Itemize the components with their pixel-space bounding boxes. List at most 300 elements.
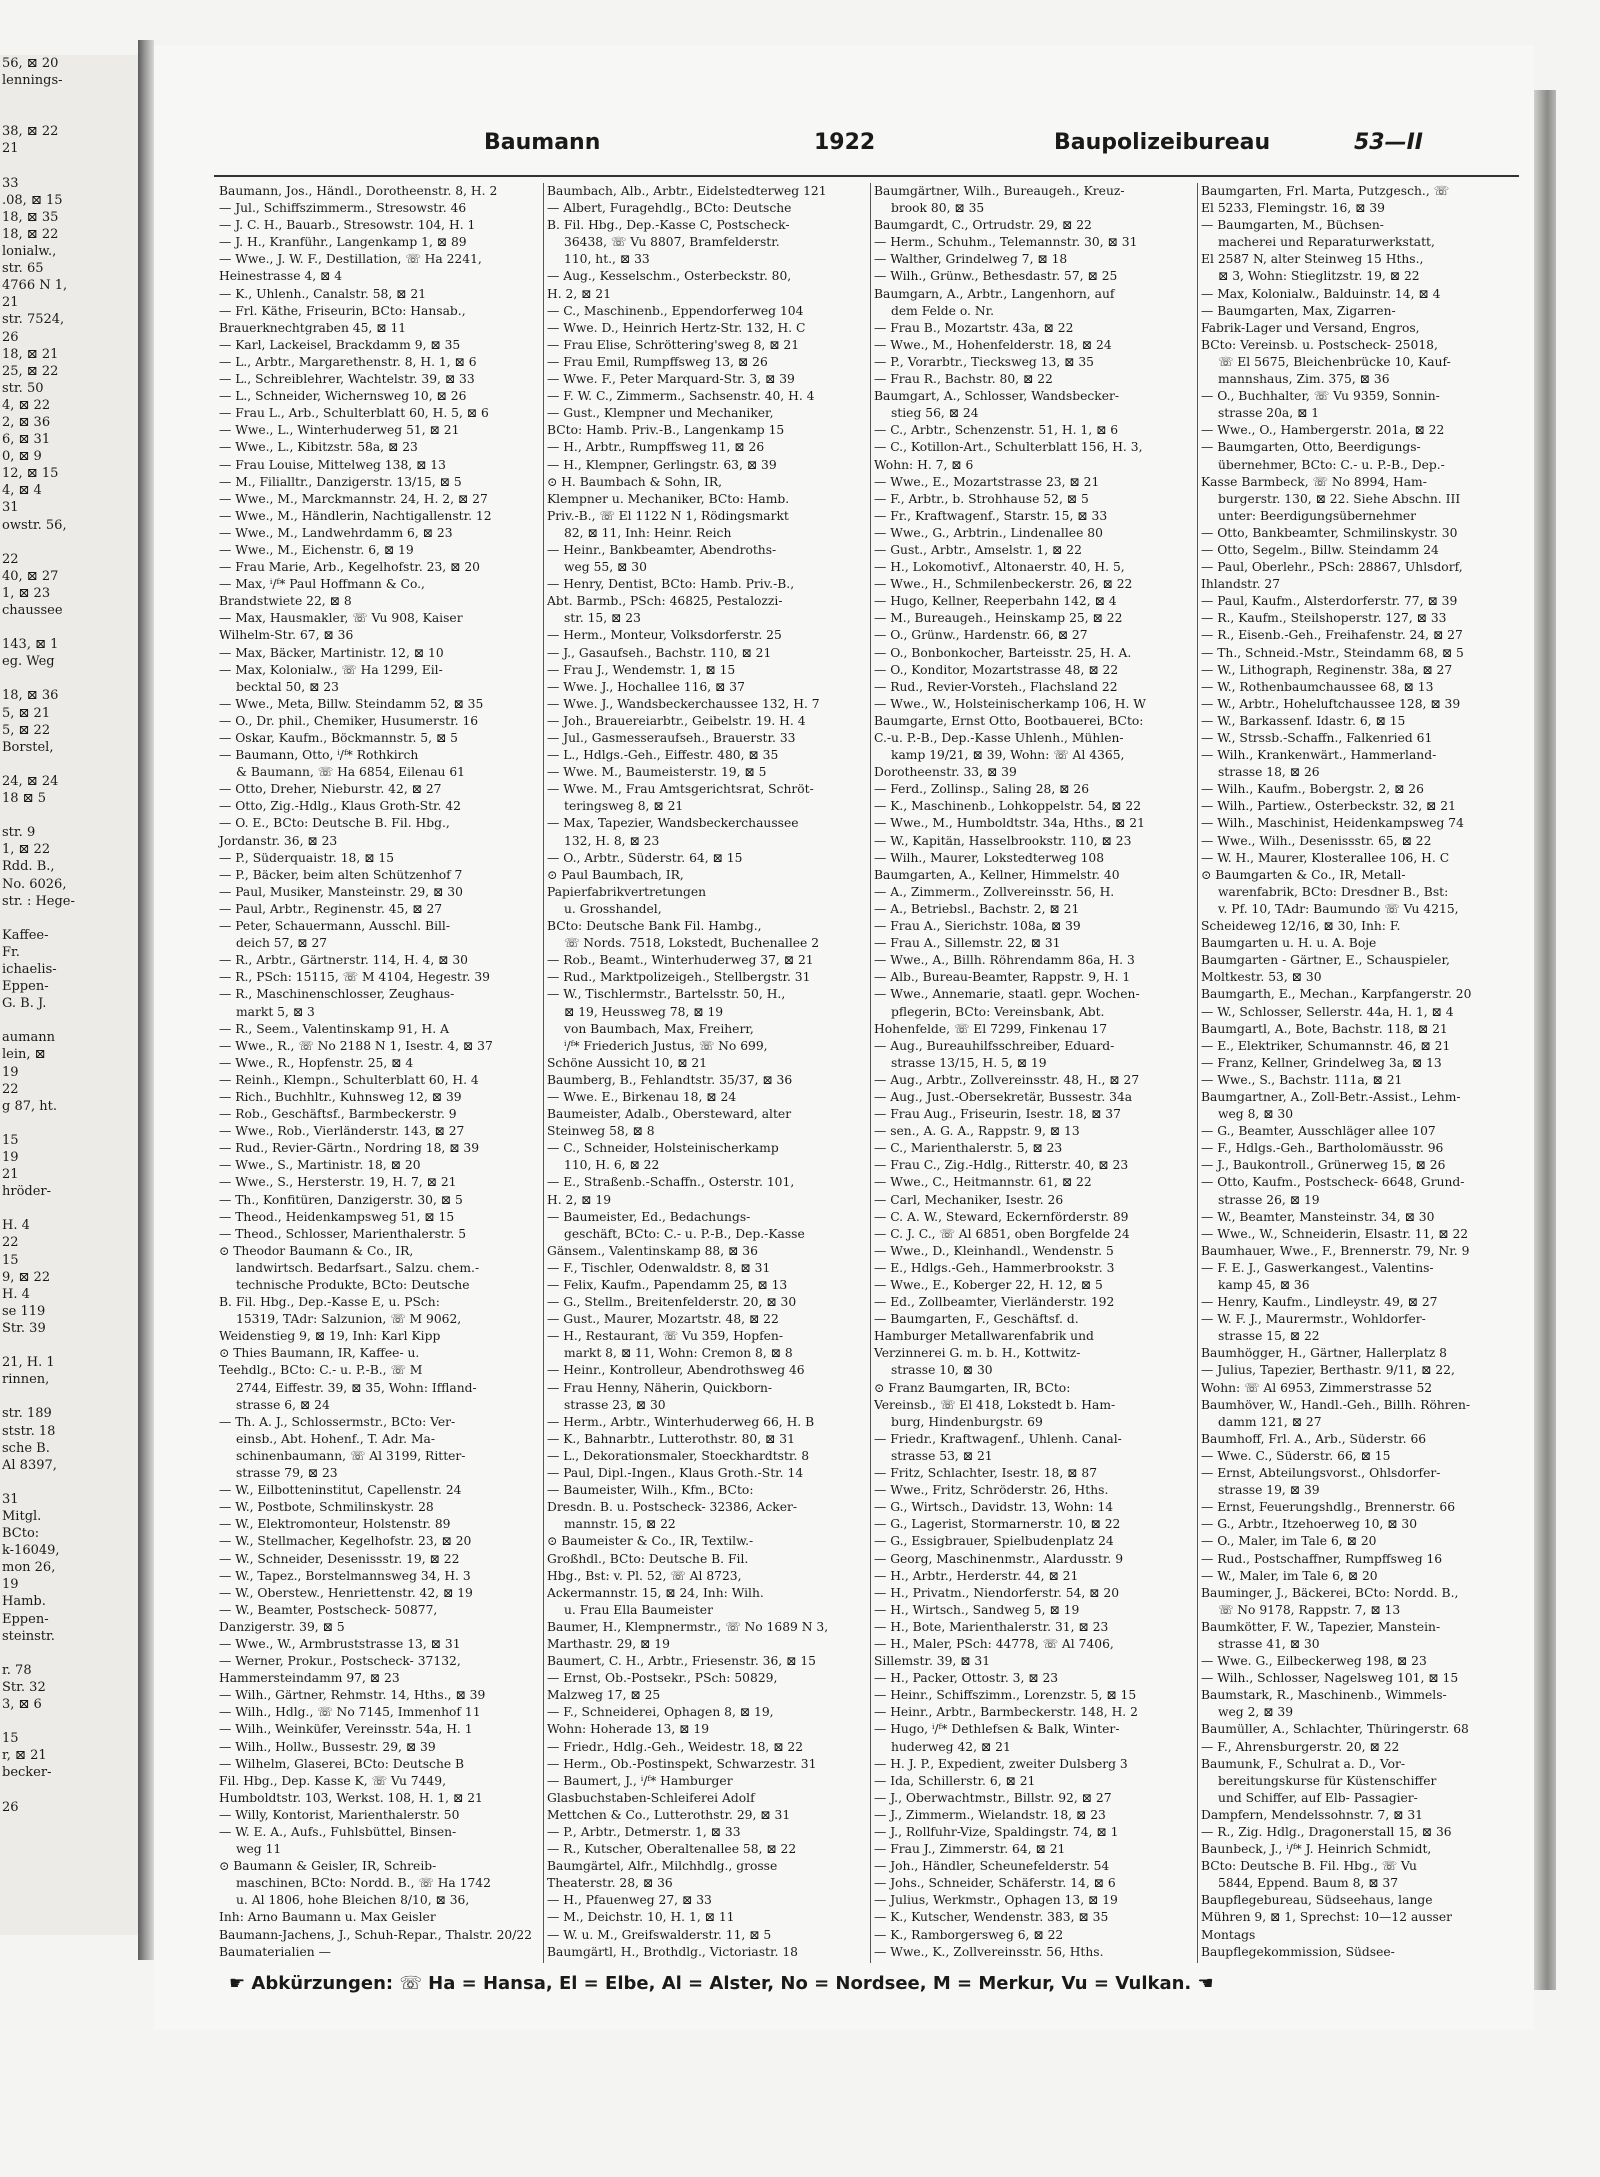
directory-entry-line: landwirtsch. Bedarfsart., Salzu. chem.- xyxy=(236,1260,480,1275)
directory-entry-line: ⊙ Theodor Baumann & Co., IR, xyxy=(219,1243,414,1258)
directory-entry-line: — Franz, Kellner, Grindelweg 3a, ⊠ 13 xyxy=(1201,1055,1442,1070)
directory-entry-line: — K., Maschinenb., Lohkoppelstr. 54, ⊠ 22 xyxy=(874,799,1142,814)
directory-entry-line: v. Pf. 10, TAdr: Baumundo ☏ Vu 4215, xyxy=(1218,901,1459,916)
directory-entry-line: — E., Straßenb.-Schaffn., Osterstr. 101, xyxy=(547,1175,795,1190)
left-page-text-fragment: hröder- xyxy=(2,1184,52,1200)
directory-entry-line: Glasbuchstaben-Schleiferei Adolf xyxy=(547,1790,755,1805)
directory-entry-line: — W. F. J., Maurermstr., Wohldorfer- xyxy=(1201,1312,1426,1327)
directory-entry-line: Baumhoff, Frl. A., Arb., Süderstr. 66 xyxy=(1201,1431,1427,1446)
directory-entry-line: Verzinnerei G. m. b. H., Kottwitz- xyxy=(874,1346,1081,1361)
directory-entry-line: Kasse Barmbeck, ☏ No 8994, Ham- xyxy=(1201,474,1427,489)
directory-entry-line: dem Felde o. Nr. xyxy=(891,303,995,318)
directory-entry-line: Fabrik-Lager und Versand, Engros, xyxy=(1201,320,1420,335)
left-page-text-fragment xyxy=(0,106,138,123)
directory-entry-line: Dampfern, Mendelssohnstr. 7, ⊠ 31 xyxy=(1201,1807,1423,1822)
directory-entry-line: Wohn: Hoherade 13, ⊠ 19 xyxy=(547,1722,710,1737)
left-page-text-fragment: 15 xyxy=(2,1252,19,1268)
directory-entry-line: Wohn: ☏ Al 6953, Zimmerstrasse 52 xyxy=(1201,1380,1433,1395)
directory-entry-line: Baumunk, F., Schulrat a. D., Vor- xyxy=(1201,1756,1406,1771)
directory-entry-line: — H., Klempner, Gerlingstr. 63, ⊠ 39 xyxy=(547,457,777,472)
directory-entry-line: — Albert, Furagehdlg., BCto: Deutsche xyxy=(547,201,792,216)
directory-entry-line: — Werner, Prokur., Postscheck- 37132, xyxy=(219,1654,461,1669)
directory-entry-line: Danzigerstr. 39, ⊠ 5 xyxy=(219,1619,345,1634)
directory-entry-line: — W. E. A., Aufs., Fuhlsbüttel, Binsen- xyxy=(219,1825,457,1839)
directory-entry-line: damm 121, ⊠ 27 xyxy=(1218,1414,1322,1429)
directory-entry-line: ⊙ Baumann & Geisler, IR, Schreib- xyxy=(219,1859,437,1874)
directory-entry-line: — O., Arbtr., Süderstr. 64, ⊠ 15 xyxy=(547,850,743,865)
directory-entry-line: Vereinsb., ☏ El 418, Lokstedt b. Ham- xyxy=(874,1397,1116,1412)
left-page-text-fragment: 18, ⊠ 35 xyxy=(2,209,59,225)
left-page-text-fragment: mon 26, xyxy=(2,1560,56,1576)
directory-entry-line: El 2587 N, alter Steinweg 15 Hths., xyxy=(1201,252,1424,267)
directory-entry-line: — O., Konditor, Mozartstrasse 48, ⊠ 22 xyxy=(874,662,1119,677)
directory-entry-line: — W., Barkassenf. Idastr. 6, ⊠ 15 xyxy=(1201,713,1406,728)
directory-entry-line: u. Grosshandel, xyxy=(564,901,662,916)
directory-entry-line: — Baumgarten, F., Geschäftsf. d. xyxy=(874,1312,1079,1327)
directory-entry-line: — M., Bureaugeh., Heinskamp 25, ⊠ 22 xyxy=(874,611,1123,626)
directory-entry-line: — Wwe., Annemarie, staatl. gepr. Wochen- xyxy=(874,987,1140,1002)
directory-entry-line: Wohn: H. 7, ⊠ 6 xyxy=(874,457,974,472)
directory-entry-line: — W., Rothenbaumchaussee 68, ⊠ 13 xyxy=(1201,679,1434,694)
left-page-text-fragment: 4, ⊠ 22 xyxy=(2,397,51,413)
directory-entry-line: strasse 26, ⊠ 19 xyxy=(1218,1192,1320,1207)
directory-entry-line: — Wwe. D., Heinrich Hertz-Str. 132, H. C xyxy=(547,320,806,335)
directory-entry-line: übernehmer, BCto: C.- u. P.-B., Dep.- xyxy=(1218,457,1445,472)
directory-entry-line: El 5233, Flemingstr. 16, ⊠ 39 xyxy=(1201,201,1385,216)
directory-entry-line: — Joh., Händler, Scheunefelderstr. 54 xyxy=(874,1859,1110,1874)
directory-entry-line: — Peter, Schauermann, Ausschl. Bill- xyxy=(219,919,451,934)
directory-entry-line: ⁱ/ᶠ* Friederich Justus, ☏ No 699, xyxy=(564,1038,768,1053)
directory-entry-line: — P., Arbtr., Detmerstr. 1, ⊠ 33 xyxy=(547,1825,741,1839)
directory-entry-line: Baumgarten, A., Kellner, Himmelstr. 40 xyxy=(874,867,1120,882)
directory-entry-line: ⊙ Baumeister & Co., IR, Textilw.- xyxy=(547,1534,754,1549)
directory-entry-line: strasse 18, ⊠ 26 xyxy=(1218,765,1320,780)
directory-entry-line: — G., Arbtr., Itzehoerweg 10, ⊠ 30 xyxy=(1201,1517,1418,1532)
directory-entry-line: — J., Baukontroll., Grünerweg 15, ⊠ 26 xyxy=(1201,1158,1446,1173)
left-page-text-fragment: 1, ⊠ 23 xyxy=(2,585,51,601)
directory-entry-line: — Wilh., Hdlg., ☏ No 7145, Immenhof 11 xyxy=(219,1705,481,1720)
directory-entry-line: — Wwe., Rob., Vierländerstr. 143, ⊠ 27 xyxy=(219,1124,465,1139)
directory-entry-line: — Wwe. C., Süderstr. 66, ⊠ 15 xyxy=(1201,1448,1391,1463)
directory-entry-line: — G., Wirtsch., Davidstr. 13, Wohn: 14 xyxy=(874,1500,1114,1515)
directory-entry-line: kamp 19/21, ⊠ 39, Wohn: ☏ Al 4365, xyxy=(891,748,1125,763)
directory-entry-line: und Schiffer, auf Elb- Passagier- xyxy=(1218,1790,1418,1805)
directory-entry-line: Dorotheenstr. 33, ⊠ 39 xyxy=(874,765,1017,780)
directory-entry-line: — M., Filialltr., Danzigerstr. 13/15, ⊠ 5 xyxy=(219,474,462,489)
column-1 xyxy=(216,183,534,1963)
directory-entry-line: — sen., A. G. A., Rappstr. 9, ⊠ 13 xyxy=(874,1124,1080,1139)
directory-entry-line: — Aug., Arbtr., Zollvereinsstr. 48, H., ⊠ 27 xyxy=(874,1072,1140,1087)
directory-entry-line: BCto: Deutsche Bank Fil. Hambg., xyxy=(547,919,762,934)
directory-entry-line: — Julius, Tapezier, Berthastr. 9/11, ⊠ 22, xyxy=(1201,1363,1455,1378)
directory-entry-line: Jordanstr. 36, ⊠ 23 xyxy=(219,833,338,848)
left-page-text-fragment: sche B. xyxy=(2,1440,50,1456)
directory-entry-line: — F. E. J., Gaswerkangest., Valentins- xyxy=(1201,1260,1434,1275)
directory-entry-line: Baumgarten u. H. u. A. Boje xyxy=(1201,936,1377,951)
directory-entry-line: ⊙ Thies Baumann, IR, Kaffee- u. xyxy=(219,1346,420,1361)
left-page-text-fragment: str. 50 xyxy=(2,380,44,396)
left-page-text-fragment xyxy=(0,158,138,175)
directory-entry-line: — Friedr., Hdlg.-Geh., Weidestr. 18, ⊠ 22 xyxy=(547,1739,804,1754)
directory-entry-line: — Wwe., Wilh., Desenissstr. 65, ⊠ 22 xyxy=(1201,833,1432,848)
left-page-text-fragment xyxy=(0,807,138,824)
directory-entry-line: — O., Buchhalter, ☏ Vu 9359, Sonnin- xyxy=(1201,389,1440,404)
directory-entry-line: — Wwe., A., Billh. Röhrendamm 86a, H. 3 xyxy=(874,953,1135,968)
directory-entry-line: — H., Bote, Marienthalerstr. 31, ⊠ 23 xyxy=(874,1619,1109,1634)
directory-entry-line: Baumeister, Adalb., Obersteward, alter xyxy=(547,1107,792,1122)
directory-entry-line: — Aug., Just.-Obersekretär, Bussestr. 34a xyxy=(874,1089,1133,1104)
left-page-text-fragment: 24, ⊠ 24 xyxy=(2,773,59,789)
directory-entry-line: — Wilh., Maurer, Lokstedterweg 108 xyxy=(874,850,1105,865)
directory-entry-line: 5844, Eppend. Baum 8, ⊠ 37 xyxy=(1218,1876,1399,1891)
directory-entry-line: weg 11 xyxy=(236,1842,282,1857)
left-page-text-fragment: 18, ⊠ 21 xyxy=(2,346,59,362)
left-page-text-fragment: eg. Weg xyxy=(2,654,55,670)
directory-entry-line: — Ernst, Ob.-Postsekr., PSch: 50829, xyxy=(547,1671,778,1686)
directory-entry-line: — R., Kutscher, Oberaltenallee 58, ⊠ 22 xyxy=(547,1842,797,1857)
left-page-text-fragment: ichaelis- xyxy=(2,961,57,977)
directory-entry-line: Baumbach, Alb., Arbtr., Eidelstedterweg 121 xyxy=(547,184,827,198)
directory-entry-line: — L., Schreiblehrer, Wachtelstr. 39, ⊠ 33 xyxy=(219,372,475,387)
directory-entry-line: — Otto, Zig.-Hdlg., Klaus Groth-Str. 42 xyxy=(219,799,461,814)
directory-entry-line: Dresdn. B. u. Postscheck- 32386, Acker- xyxy=(547,1500,798,1515)
directory-entry-line: — H., Privatm., Niendorferstr. 54, ⊠ 20 xyxy=(874,1585,1120,1600)
directory-entry-line: — Wwe., E., Mozartstrasse 23, ⊠ 21 xyxy=(874,474,1100,489)
left-page-text-fragment xyxy=(0,1337,138,1354)
directory-entry-line: — A., Zimmerm., Zollvereinsstr. 56, H. xyxy=(874,884,1115,899)
directory-entry-line: — Gust., Arbtr., Amselstr. 1, ⊠ 22 xyxy=(874,542,1082,557)
directory-entry-line: BCto: Hamb. Priv.-B., Langenkamp 15 xyxy=(547,423,785,438)
directory-entry-line: huderweg 42, ⊠ 21 xyxy=(891,1739,1011,1754)
directory-entry-line: — G., Essigbrauer, Spielbudenplatz 24 xyxy=(874,1534,1114,1549)
directory-entry-line: — Gust., Maurer, Mozartstr. 48, ⊠ 22 xyxy=(547,1312,779,1327)
directory-entry-line: 110, H. 6, ⊠ 22 xyxy=(564,1158,660,1173)
directory-entry-line: Fil. Hbg., Dep. Kasse K, ☏ Vu 7449, xyxy=(219,1773,446,1788)
left-page-text-fragment: 21 xyxy=(2,141,19,157)
directory-entry-line: — Baumann, Otto, ⁱ/ᶠ* Rothkirch xyxy=(219,748,419,763)
directory-entry-line: — Wwe., W., Schneiderin, Elsastr. 11, ⊠ 22 xyxy=(1201,1226,1469,1241)
directory-entry-line: — Henry, Dentist, BCto: Hamb. Priv.-B., xyxy=(547,577,795,592)
directory-entry-line: — W., Tapez., Borstelmannsweg 34, H. 3 xyxy=(219,1568,471,1583)
directory-entry-line: Baumüller, A., Schlachter, Thüringerstr. 68 xyxy=(1201,1722,1469,1737)
directory-entry-line: — Wwe., L., Winterhuderweg 51, ⊠ 21 xyxy=(219,423,460,438)
directory-entry-line: — H., Lokomotivf., Altonaerstr. 40, H. 5, xyxy=(874,560,1125,575)
directory-entry-line: — Alb., Bureau-Beamter, Rappstr. 9, H. 1 xyxy=(874,970,1131,985)
directory-entry-line: Baumgartner, A., Zoll-Betr.-Assist., Lehm- xyxy=(1201,1089,1461,1104)
left-page-text-fragment: No. 6026, xyxy=(2,876,67,892)
directory-entry-line: — W., Tischlermstr., Bartelsstr. 50, H., xyxy=(547,987,786,1002)
directory-entry-line: pflegerin, BCto: Vereinsbank, Abt. xyxy=(891,1004,1105,1019)
left-page-text-fragment: Str. 39 xyxy=(2,1320,46,1336)
left-page-text-fragment: 3, ⊠ 6 xyxy=(2,1697,42,1712)
directory-entry-line: — Ida, Schillerstr. 6, ⊠ 21 xyxy=(874,1773,1036,1788)
directory-entry-line: Hbg., Bst: v. Pl. 52, ☏ Al 8723, xyxy=(547,1568,742,1583)
directory-entry-line: — Friedr., Kraftwagenf., Uhlenh. Canal- xyxy=(874,1431,1122,1446)
left-page-text-fragment xyxy=(0,619,138,636)
directory-entry-line: — R., Maschinenschlosser, Zeughaus- xyxy=(219,987,455,1002)
directory-entry-line: — H., Arbtr., Rumpffsweg 11, ⊠ 26 xyxy=(547,440,765,455)
directory-entry-line xyxy=(216,1961,534,1963)
left-page-text-fragment: 21 xyxy=(2,1167,19,1183)
directory-entry-line: — Frau A., Sierichstr. 108a, ⊠ 39 xyxy=(874,919,1081,934)
directory-entry-line: — J., Rollfuhr-Vize, Spaldingstr. 74, ⊠ 1 xyxy=(874,1825,1119,1839)
abbreviations-footer: ☛ Abkürzungen: ☏ Ha = Hansa, El = Elbe, Al = Alster, No = Nordsee, M = Merkur, Vu = Vulkan. ☚ xyxy=(229,1973,1214,1994)
directory-entry-line: Baupflegekommission, Südsee- xyxy=(1201,1944,1395,1959)
directory-entry-line: — O., Dr. phil., Chemiker, Husumerstr. 16 xyxy=(219,713,479,728)
header-running-name-end: Baupolizeibureau xyxy=(1054,130,1271,155)
left-page-text-fragment: str. 189 xyxy=(2,1406,52,1422)
directory-entry-line: weg 55, ⊠ 30 xyxy=(564,560,647,575)
directory-entry-line: — W., Lithograph, Reginenstr. 38a, ⊠ 27 xyxy=(1201,662,1453,677)
directory-entry-line: — J. C. H., Bauarb., Stresowstr. 104, H. 1 xyxy=(219,218,476,233)
directory-entry-line: — Frau J., Wendemstr. 1, ⊠ 15 xyxy=(547,662,736,677)
directory-entry-line: — W., Arbtr., Hoheluftchaussee 128, ⊠ 39 xyxy=(1201,696,1461,711)
left-page-text-fragment: 19 xyxy=(2,1064,19,1080)
left-page-text-fragment: Hamb. xyxy=(2,1594,46,1610)
directory-entry-line: ⊠ 19, Heussweg 78, ⊠ 19 xyxy=(564,1004,724,1019)
directory-entry-line: Baumberg, B., Fehlandtstr. 35/37, ⊠ 36 xyxy=(547,1072,793,1087)
directory-entry-line: — F., Ahrensburgerstr. 20, ⊠ 22 xyxy=(1201,1739,1400,1754)
directory-entry-line: warenfabrik, BCto: Dresdner B., Bst: xyxy=(1218,884,1449,899)
left-page-text-fragment xyxy=(0,1200,138,1217)
left-page-text-fragment: Str. 32 xyxy=(2,1679,46,1695)
directory-entry-line: — Reinh., Klempn., Schulterblatt 60, H. 4 xyxy=(219,1072,479,1087)
left-page-text-fragment: G. B. J. xyxy=(2,996,47,1012)
directory-entry-line: & Baumann, ☏ Ha 6854, Eilenau 61 xyxy=(236,765,465,780)
directory-entry-line: — W. H., Maurer, Klosterallee 106, H. C xyxy=(1201,850,1450,865)
directory-entry-line: — Wilh., Schlosser, Nagelsweg 101, ⊠ 15 xyxy=(1201,1671,1459,1686)
directory-entry-line: — R., Arbtr., Gärtnerstr. 114, H. 4, ⊠ 30 xyxy=(219,953,468,968)
directory-entry-line: burg, Hindenburgstr. 69 xyxy=(891,1414,1043,1429)
directory-entry-line: — Max, Hausmakler, ☏ Vu 908, Kaiser xyxy=(219,611,463,626)
directory-entry-line: — W. u. M., Greifswalderstr. 11, ⊠ 5 xyxy=(547,1927,772,1942)
directory-entry-line: — Baumert, J., ⁱ/ᶠ* Hamburger xyxy=(547,1773,733,1788)
directory-entry-line: Mühren 9, ⊠ 1, Sprechst: 10—12 ausser xyxy=(1201,1910,1452,1925)
directory-entry-line: — Paul, Arbtr., Reginenstr. 45, ⊠ 27 xyxy=(219,901,443,916)
directory-entry-line: Mettchen & Co., Lutterothstr. 29, ⊠ 31 xyxy=(547,1807,791,1822)
directory-entry-line: — H., Pfauenweg 27, ⊠ 33 xyxy=(547,1893,712,1908)
left-page-text-fragment: Kaffee- xyxy=(2,927,49,943)
directory-entry-line: — W., Schlosser, Sellerstr. 44a, H. 1, ⊠ 4 xyxy=(1201,1004,1454,1019)
directory-entry-line: — Heinr., Arbtr., Barmbeckerstr. 148, H. 2 xyxy=(874,1705,1138,1720)
directory-entry-line: — Wwe., L., Kibitzstr. 58a, ⊠ 23 xyxy=(219,440,418,455)
directory-entry-line: — Wwe. F., Peter Marquard-Str. 3, ⊠ 39 xyxy=(547,372,795,387)
left-page-text-fragment: str. : Hege- xyxy=(2,893,75,909)
directory-entry-line: str. 15, ⊠ 23 xyxy=(564,611,641,626)
directory-entry-line: — J. H., Kranführ., Langenkamp 1, ⊠ 89 xyxy=(219,235,467,250)
directory-entry-line: — Wwe., K., Zollvereinsstr. 56, Hths. xyxy=(874,1944,1104,1959)
directory-entry-line: Brandstwiete 22, ⊠ 8 xyxy=(219,594,352,609)
directory-entry-line: — Herm., Schuhm., Telemannstr. 30, ⊠ 31 xyxy=(874,235,1138,250)
directory-entry-line: BCto: Vereinsb. u. Postscheck- 25018, xyxy=(1201,337,1438,352)
left-page-text-fragment: 18, ⊠ 22 xyxy=(2,226,59,242)
left-page-text-fragment: 18, ⊠ 36 xyxy=(2,688,59,704)
directory-entry-line: markt 8, ⊠ 11, Wohn: Cremon 8, ⊠ 8 xyxy=(564,1346,793,1361)
directory-entry-line: — C., Kotillon-Art., Schulterblatt 156, H. 3, xyxy=(874,440,1143,455)
directory-entry-line: BCto: Deutsche B. Fil. Hbg., ☏ Vu xyxy=(1201,1859,1417,1874)
left-page-text-fragment xyxy=(0,1388,138,1405)
directory-entry-line: ☏ Nords. 7518, Lokstedt, Buchenallee 2 xyxy=(564,936,820,951)
directory-entry-line: — J., Zimmerm., Wielandstr. 18, ⊠ 23 xyxy=(874,1807,1106,1822)
directory-entry-line: Teehdlg., BCto: C.- u. P.-B., ☏ M xyxy=(219,1363,423,1378)
directory-entry-line: — L., Schneider, Wichernsweg 10, ⊠ 26 xyxy=(219,389,467,404)
directory-entry-line: brook 80, ⊠ 35 xyxy=(891,201,985,216)
directory-entry-line: ☏ No 9178, Rappstr. 7, ⊠ 13 xyxy=(1218,1602,1401,1617)
directory-entry-line: — Wwe., J. W. F., Destillation, ☏ Ha 2241, xyxy=(219,252,482,267)
directory-entry-line: — Karl, Lackeisel, Brackdamm 9, ⊠ 35 xyxy=(219,337,461,352)
directory-entry-line: — Wilh., Gärtner, Rehmstr. 14, Hths., ⊠ 39 xyxy=(219,1688,486,1703)
column-2 xyxy=(543,183,862,1963)
directory-entry-line: — Theod., Schlosser, Marienthalerstr. 5 xyxy=(219,1226,467,1241)
directory-entry-line: Hamburger Metallwarenfabrik und xyxy=(874,1329,1094,1344)
directory-entry-line: — W., Stellmacher, Kegelhofstr. 23, ⊠ 20 xyxy=(219,1534,472,1549)
directory-entry-line: — Otto, Segelm., Billw. Steindamm 24 xyxy=(1201,542,1439,557)
left-page-text-fragment xyxy=(0,1713,138,1730)
left-page-text-fragment: Eppen- xyxy=(2,1611,49,1627)
directory-entry-line: — Theod., Heidenkampsweg 51, ⊠ 15 xyxy=(219,1209,455,1224)
directory-entry-line: Großhdl., BCto: Deutsche B. Fil. xyxy=(547,1551,749,1566)
directory-entry-line: — Wwe., M., Eichenstr. 6, ⊠ 19 xyxy=(219,542,414,557)
directory-entry-line: — Wwe., R., ☏ No 2188 N 1, Isestr. 4, ⊠ 37 xyxy=(219,1038,493,1053)
left-page-text-fragment: Borstel, xyxy=(2,739,54,755)
left-page-text-fragment: se 119 xyxy=(2,1303,46,1319)
directory-entry-line: — W., Beamter, Mansteinstr. 34, ⊠ 30 xyxy=(1201,1209,1435,1224)
directory-entry-line: — Baumeister, Wilh., Kfm., BCto: xyxy=(547,1483,754,1498)
directory-entry-line: — Frau Emil, Rumpffsweg 13, ⊠ 26 xyxy=(547,354,768,369)
directory-entry-line: — Wilh., Krankenwärt., Hammerland- xyxy=(1201,748,1437,763)
directory-entry-line: — Willy, Kontorist, Marienthalerstr. 50 xyxy=(219,1807,460,1822)
left-page-text-fragment: 40, ⊠ 27 xyxy=(2,568,59,584)
directory-entry-line: — Wwe., G., Arbtrin., Lindenallee 80 xyxy=(874,525,1103,540)
directory-entry-line: — Frau L., Arb., Schulterblatt 60, H. 5, ⊠ 6 xyxy=(219,406,489,421)
directory-entry-line: — Wwe., S., Hersterstr. 19, H. 7, ⊠ 21 xyxy=(219,1175,457,1190)
directory-entry-line: Baumgart, A., Schlosser, Wandsbecker- xyxy=(874,389,1120,404)
directory-entry-line: — Wwe., H., Schmilenbeckerstr. 26, ⊠ 22 xyxy=(874,577,1133,592)
directory-entry-line: — Paul, Musiker, Mansteinstr. 29, ⊠ 30 xyxy=(219,884,463,899)
directory-entry-line: Baumgarten, Frl. Marta, Putzgesch., ☏ xyxy=(1201,184,1450,198)
left-page-text-fragment: Mitgl. xyxy=(2,1508,42,1524)
directory-entry-line: — Rud., Revier-Vorsteh., Flachsland 22 xyxy=(874,679,1118,694)
left-page-text-fragment: .08, ⊠ 15 xyxy=(2,192,63,208)
header-year: 1922 xyxy=(814,130,876,155)
directory-entry-line: strasse 19, ⊠ 39 xyxy=(1218,1483,1320,1498)
directory-entry-line: — Wilh., Hollw., Bussestr. 29, ⊠ 39 xyxy=(219,1739,436,1754)
directory-entry-line: — Wilh., Maschinist, Heidenkampsweg 74 xyxy=(1201,816,1464,831)
page-header xyxy=(154,130,1534,170)
left-page-text-fragment: 22 xyxy=(2,1235,19,1251)
directory-entry-line: — Wwe., S., Bachstr. 111a, ⊠ 21 xyxy=(1201,1072,1403,1087)
directory-entry-line: — Rich., Buchhltr., Kuhnsweg 12, ⊠ 39 xyxy=(219,1089,462,1104)
left-page-fragment xyxy=(0,55,141,1935)
left-page-text-fragment: 4, ⊠ 4 xyxy=(2,483,42,499)
directory-entry-line: Priv.-B., ☏ El 1122 N 1, Rödingsmarkt xyxy=(547,508,789,523)
directory-entry-line: Baumhögger, H., Gärtner, Hallerplatz 8 xyxy=(1201,1346,1447,1361)
directory-entry-line: — Wwe. G., Eilbeckerweg 198, ⊠ 23 xyxy=(1201,1654,1427,1669)
directory-entry-line: Hammersteindamm 97, ⊠ 23 xyxy=(219,1671,400,1686)
book-gutter xyxy=(138,40,154,1960)
directory-entry-line: Baumer, H., Klempnermstr., ☏ No 1689 N 3, xyxy=(547,1619,829,1634)
directory-entry-line: — Wwe., W., Armbruststrasse 13, ⊠ 31 xyxy=(219,1636,461,1651)
directory-entry-line: Humboldtstr. 103, Werkst. 108, H. 1, ⊠ 21 xyxy=(219,1790,483,1805)
left-page-text-fragment: Al 8397, xyxy=(2,1457,57,1473)
left-page-text-fragment: 2, ⊠ 36 xyxy=(2,414,51,430)
directory-entry-line: burgerstr. 130, ⊠ 22. Siehe Abschn. III xyxy=(1218,491,1461,506)
directory-entry-line xyxy=(1198,1961,1516,1963)
directory-entry-line: strasse 10, ⊠ 30 xyxy=(891,1363,993,1378)
directory-entry-line: — P., Vorarbtr., Tiecksweg 13, ⊠ 35 xyxy=(874,354,1094,369)
left-page-text-fragment: r, ⊠ 21 xyxy=(2,1748,47,1764)
left-page-text-fragment xyxy=(0,670,138,687)
left-page-text-fragment: str. 7524, xyxy=(2,312,65,328)
directory-entry-line: Ackermannstr. 15, ⊠ 24, Inh: Wilh. xyxy=(547,1585,764,1600)
left-page-text-fragment: 22 xyxy=(2,551,19,567)
directory-entry-line: — Wwe., M., Marckmannstr. 24, H. 2, ⊠ 27 xyxy=(219,491,488,506)
directory-entry-line: — Wwe. J., Wandsbeckerchaussee 132, H. 7 xyxy=(547,696,820,711)
left-page-text-fragment: H. 4 xyxy=(2,1286,30,1302)
directory-entry-line: H. 2, ⊠ 21 xyxy=(547,286,612,301)
directory-entry-line: 36438, ☏ Vu 8807, Bramfelderstr. xyxy=(564,235,780,250)
left-page-text-fragment: 15 xyxy=(2,1132,19,1148)
directory-entry-line: — Frau Aug., Friseurin, Isestr. 18, ⊠ 37 xyxy=(874,1107,1121,1122)
left-page-text-fragment xyxy=(0,910,138,927)
directory-entry-line: — Wwe., R., Hopfenstr. 25, ⊠ 4 xyxy=(219,1055,414,1070)
directory-entry-line: — F., Schneiderei, Ophagen 8, ⊠ 19, xyxy=(547,1705,774,1720)
directory-entry-line: strasse 13/15, H. 5, ⊠ 19 xyxy=(891,1055,1047,1070)
directory-entry-line: — C., Schneider, Holsteinischerkamp xyxy=(547,1141,779,1156)
directory-entry-line: einsb., Abt. Hohenf., T. Adr. Ma- xyxy=(236,1431,436,1446)
directory-entry-line: Gänsem., Valentinskamp 88, ⊠ 36 xyxy=(547,1243,758,1258)
directory-entry-line: — Paul, Dipl.-Ingen., Klaus Groth.-Str. 14 xyxy=(547,1466,804,1481)
directory-entry-line: — P., Bäcker, beim alten Schützenhof 7 xyxy=(219,867,463,882)
directory-entry-line: — Wilhelm, Glaserei, BCto: Deutsche B xyxy=(219,1756,465,1771)
directory-entry-line: Sillemstr. 39, ⊠ 31 xyxy=(874,1654,991,1669)
left-page-text-fragment: 31 xyxy=(2,1491,19,1507)
directory-entry-line: — Georg, Maschinenmstr., Alardusstr. 9 xyxy=(874,1551,1124,1566)
directory-entry-line: — K., Bahnarbtr., Lutterothstr. 80, ⊠ 31 xyxy=(547,1431,795,1446)
directory-entry-line: — E., Hdlgs.-Geh., Hammerbrookstr. 3 xyxy=(874,1260,1115,1275)
directory-entry-line: — Wilh., Kaufm., Bobergstr. 2, ⊠ 26 xyxy=(1201,782,1424,797)
directory-entry-line: — Frau A., Sillemstr. 22, ⊠ 31 xyxy=(874,936,1061,951)
directory-entry-line: — Frau Henny, Näherin, Quickborn- xyxy=(547,1380,773,1395)
left-page-text-fragment: chaussee xyxy=(2,603,63,618)
directory-entry-line: — W., Kapitän, Hasselbrookstr. 110, ⊠ 23 xyxy=(874,833,1132,848)
left-page-text-fragment xyxy=(0,1645,138,1662)
directory-entry-line: — W., Postbote, Schmilinskystr. 28 xyxy=(219,1500,434,1515)
directory-entry-line: — M., Deichstr. 10, H. 1, ⊠ 11 xyxy=(547,1910,735,1925)
left-page-text-fragment: str. 65 xyxy=(2,261,44,277)
directory-entry-line: — H., Maler, PSch: 44778, ☏ Al 7406, xyxy=(874,1636,1114,1651)
directory-entry-line: mannstr. 15, ⊠ 22 xyxy=(564,1517,676,1532)
directory-entry-line: — K., Kutscher, Wendenstr. 383, ⊠ 35 xyxy=(874,1910,1109,1925)
directory-entry-line: — C., Arbtr., Schenzenstr. 51, H. 1, ⊠ 6 xyxy=(874,423,1119,438)
page-number: 53—II xyxy=(1354,130,1423,155)
directory-entry-line: — Frau R., Bachstr. 80, ⊠ 22 xyxy=(874,372,1053,387)
directory-entry-line: — Ernst, Feuerungshdlg., Brennerstr. 66 xyxy=(1201,1500,1456,1515)
directory-entry-line: strasse 23, ⊠ 30 xyxy=(564,1397,666,1412)
left-page-text-fragment xyxy=(0,756,138,773)
left-page-text-fragment: 56, ⊠ 20 xyxy=(2,56,59,71)
directory-entry-line: Baumgarth, E., Mechan., Karpfangerstr. 20 xyxy=(1201,987,1472,1002)
directory-entry-line: unter: Beerdigungsübernehmer xyxy=(1218,508,1417,523)
directory-entry-line: — W., Strssb.-Schaffn., Falkenried 61 xyxy=(1201,731,1433,745)
directory-entry-line: — Jul., Schiffszimmerm., Stresowstr. 46 xyxy=(219,201,467,216)
directory-entry-line: — Wwe. J., Hochallee 116, ⊠ 37 xyxy=(547,679,745,694)
directory-entry-line: — Wilh., Grünw., Bethesdastr. 57, ⊠ 25 xyxy=(874,269,1118,284)
directory-entry-line: technische Produkte, BCto: Deutsche xyxy=(236,1278,470,1292)
left-page-text-fragment: 1, ⊠ 22 xyxy=(2,842,51,858)
directory-entry-line: ☏ El 5675, Bleichenbrücke 10, Kauf- xyxy=(1218,354,1451,369)
directory-entry-line: strasse 41, ⊠ 30 xyxy=(1218,1636,1320,1651)
